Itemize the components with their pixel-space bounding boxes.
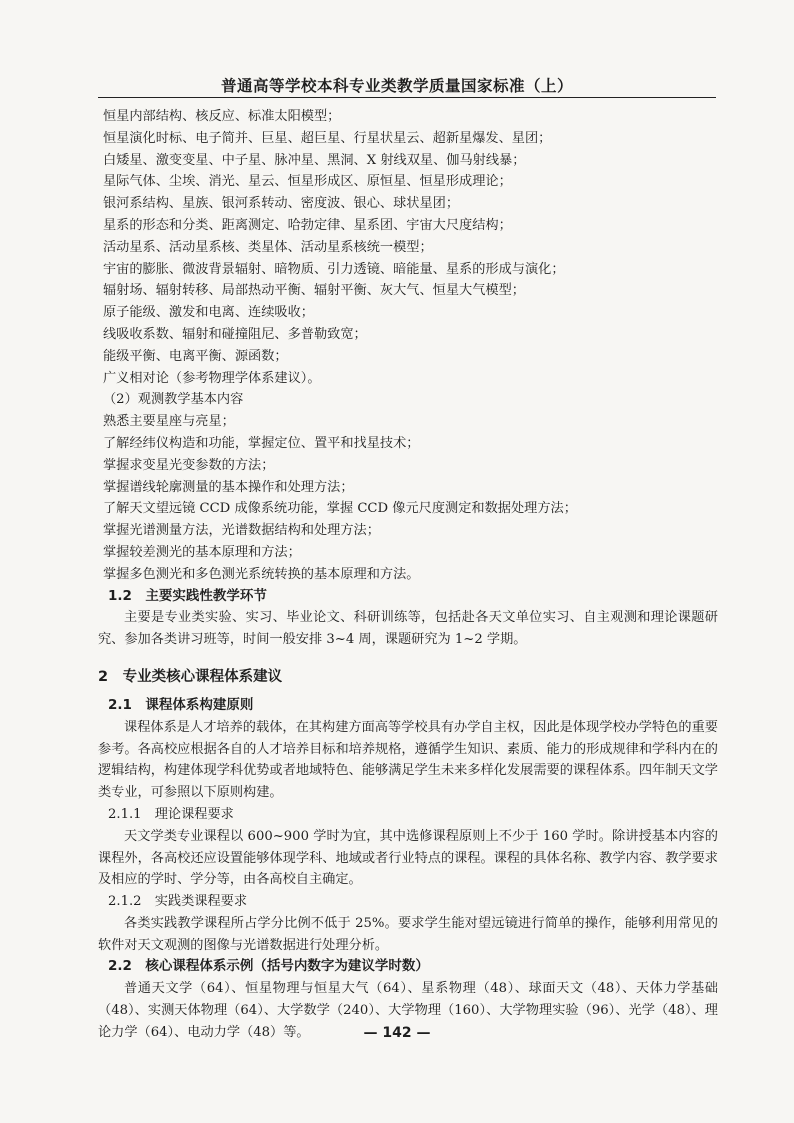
list-item: 星际气体、尘埃、消光、星云、恒星形成区、原恒星、恒星形成理论； [103,174,512,190]
list-item: 原子能级、激发和电离、连续吸收； [103,305,314,321]
observation-section [98,389,718,585]
list-item: 广义相对论（参考物理学体系建议）。 [103,370,321,386]
page-content [98,106,718,1044]
section-1-2 [98,586,718,651]
chapter-heading: 2 专业类核心课程体系建议 [98,668,283,685]
paragraph: 天文学类专业课程以 600~900 学时为宜，其中选修课程原则上不少于 160 学时。除讲授基本内容的课程外，各高校还应设置能够体现学科、地域或者行业特点的课程。课程的具体名称、教学内容、教学要求及相应的学时、学分等，由各高校自主确定。 [98,828,718,888]
paragraph: 课程体系是人才培养的载体，在其构建方面高等学校具有办学自主权，因此是体现学校办学特色的重要参考。各高校应根据各自的人才培养目标和培养规格，遵循学生知识、素质、能力的形成规律和学科内在的逻辑结构，构建体现学科优势或者地域特色、能够满足学生未来多样化发展需要的课程体系。四年制天文学类专业，可参照以下原则构建。 [98,719,718,801]
list-item: 星系的形态和分类、距离测定、哈勃定律、星系团、宇宙大尺度结构； [103,217,512,233]
list-item: 了解经纬仪构造和功能，掌握定位、置平和找星技术； [103,435,420,451]
paragraph: 主要是专业类实验、实习、毕业论文、科研训练等，包括赴各天文单位实习、自主观测和理论课题研究、参加各类讲习班等，时间一般安排 3~4 周，课题研究为 1~2 学期。 [98,610,718,648]
page-number: — 142 — [363,1025,431,1041]
list-item: 掌握多色测光和多色测光系统转换的基本原理和方法。 [103,566,420,582]
list-item: 活动星系、活动星系核、类星体、活动星系核统一模型； [103,239,433,255]
header-title: 普通高等学校本科专业类教学质量国家标准（上） [220,76,573,95]
section-2-1 [98,695,718,804]
subsection-heading: 2.1.2 实践类课程要求 [108,894,248,910]
list-item: 线吸收系数、辐射和碰撞阻尼、多普勒致宽； [103,326,367,342]
paragraph: 各类实践教学课程所占学分比例不低于 25%。要求学生能对望远镜进行简单的操作，能够利用常见的软件对天文观测的图像与光谱数据进行处理分析。 [98,915,718,953]
list-item: 掌握光谱测量方法，光谱数据结构和处理方法； [103,523,380,539]
section-2-1-2 [98,891,718,956]
header-rule [98,97,716,98]
section-heading: 1.2 主要实践性教学环节 [108,587,267,604]
list-item: 熟悉主要星座与亮星； [103,414,235,430]
theory-content-list [98,106,718,389]
subsection-heading: 2.1.1 理论课程要求 [108,806,234,822]
list-item: 恒星内部结构、核反应、标准太阳模型； [103,109,341,124]
list-item: 掌握较差测光的基本原理和方法； [103,544,301,560]
section-2-1-1 [98,804,718,891]
list-item: 宇宙的膨胀、微波背景辐射、暗物质、引力透镜、暗能量、星系的形成与演化； [103,261,565,277]
list-item: 银河系结构、星族、银河系转动、密度波、银心、球状星团； [103,196,460,212]
section-heading: 2.1 课程体系构建原则 [108,696,254,713]
observation-heading: （2）观测教学基本内容 [103,392,244,408]
paragraph: 普通天文学（64）、恒星物理与恒星大气（64）、星系物理（48）、球面天文（48）、天体力学基础（48）、实测天体物理（64）、大学数学（240）、大学物理（160）、大学物理实验（96）、光学（48）、理论力学（64）、电动力学（48）等。 [98,981,718,1040]
list-item: 能级平衡、电离平衡、源函数； [103,348,288,364]
list-item: 白矮星、激变变星、中子星、脉冲星、黑洞、X 射线双星、伽马射线暴； [103,152,526,168]
list-item: 掌握谱线轮廓测量的基本操作和处理方法； [103,479,354,495]
list-item: 掌握求变星光变参数的方法； [103,457,275,473]
list-item: 恒星演化时标、电子简并、巨星、超巨星、行星状星云、超新星爆发、星团； [103,130,552,146]
list-item: 了解天文望远镜 CCD 成像系统功能，掌握 CCD 像元尺度测定和数据处理方法； [103,501,577,517]
section-heading: 2.2 核心课程体系示例（括号内数字为建议学时数） [108,958,429,975]
list-item: 辐射场、辐射转移、局部热动平衡、辐射平衡、灰大气、恒星大气模型； [103,283,525,299]
